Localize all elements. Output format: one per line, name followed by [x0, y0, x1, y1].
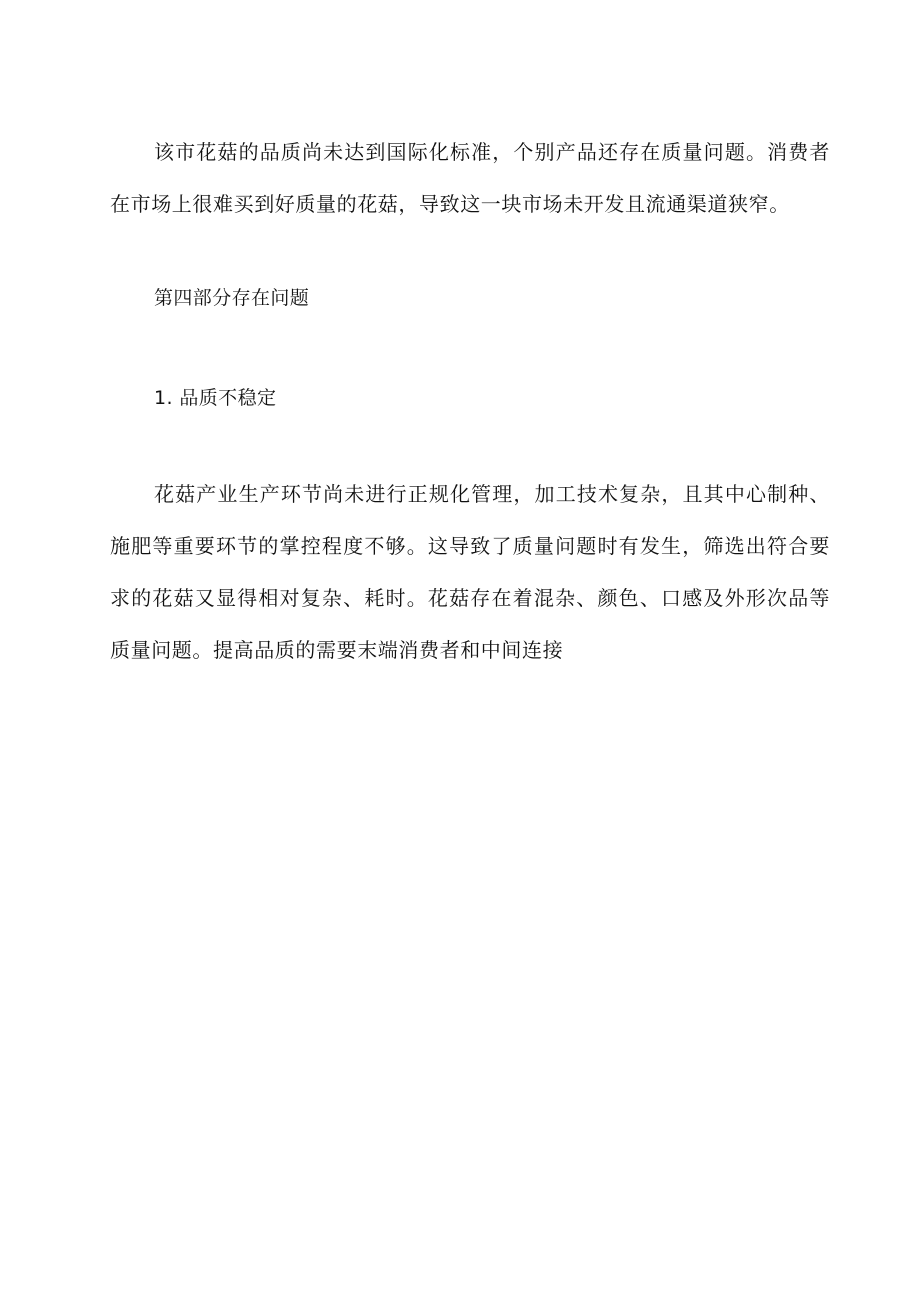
subsection-heading: 1. 品质不稳定 — [154, 387, 277, 409]
body-paragraph-quality-issues: 花菇产业生产环节尚未进行正规化管理，加工技术复杂，且其中心制种、施肥等重要环节的掌控程度不够。这导致了质量问题时有发生，筛选出符合要求的花菇又显得相对复杂、耗时。花菇存在着混杂、颜色、口感及外形次品等质量问题。提高品质的需要末端消费者和中间连接 — [110, 482, 830, 662]
section-heading: 第四部分存在问题 — [154, 287, 310, 309]
body-paragraph-market-quality: 该市花菇的品质尚未达到国际化标准，个别产品还存在质量问题。消费者在市场上很难买到好质量的花菇，导致这一块市场未开发且流通渠道狭窄。 — [110, 140, 830, 216]
